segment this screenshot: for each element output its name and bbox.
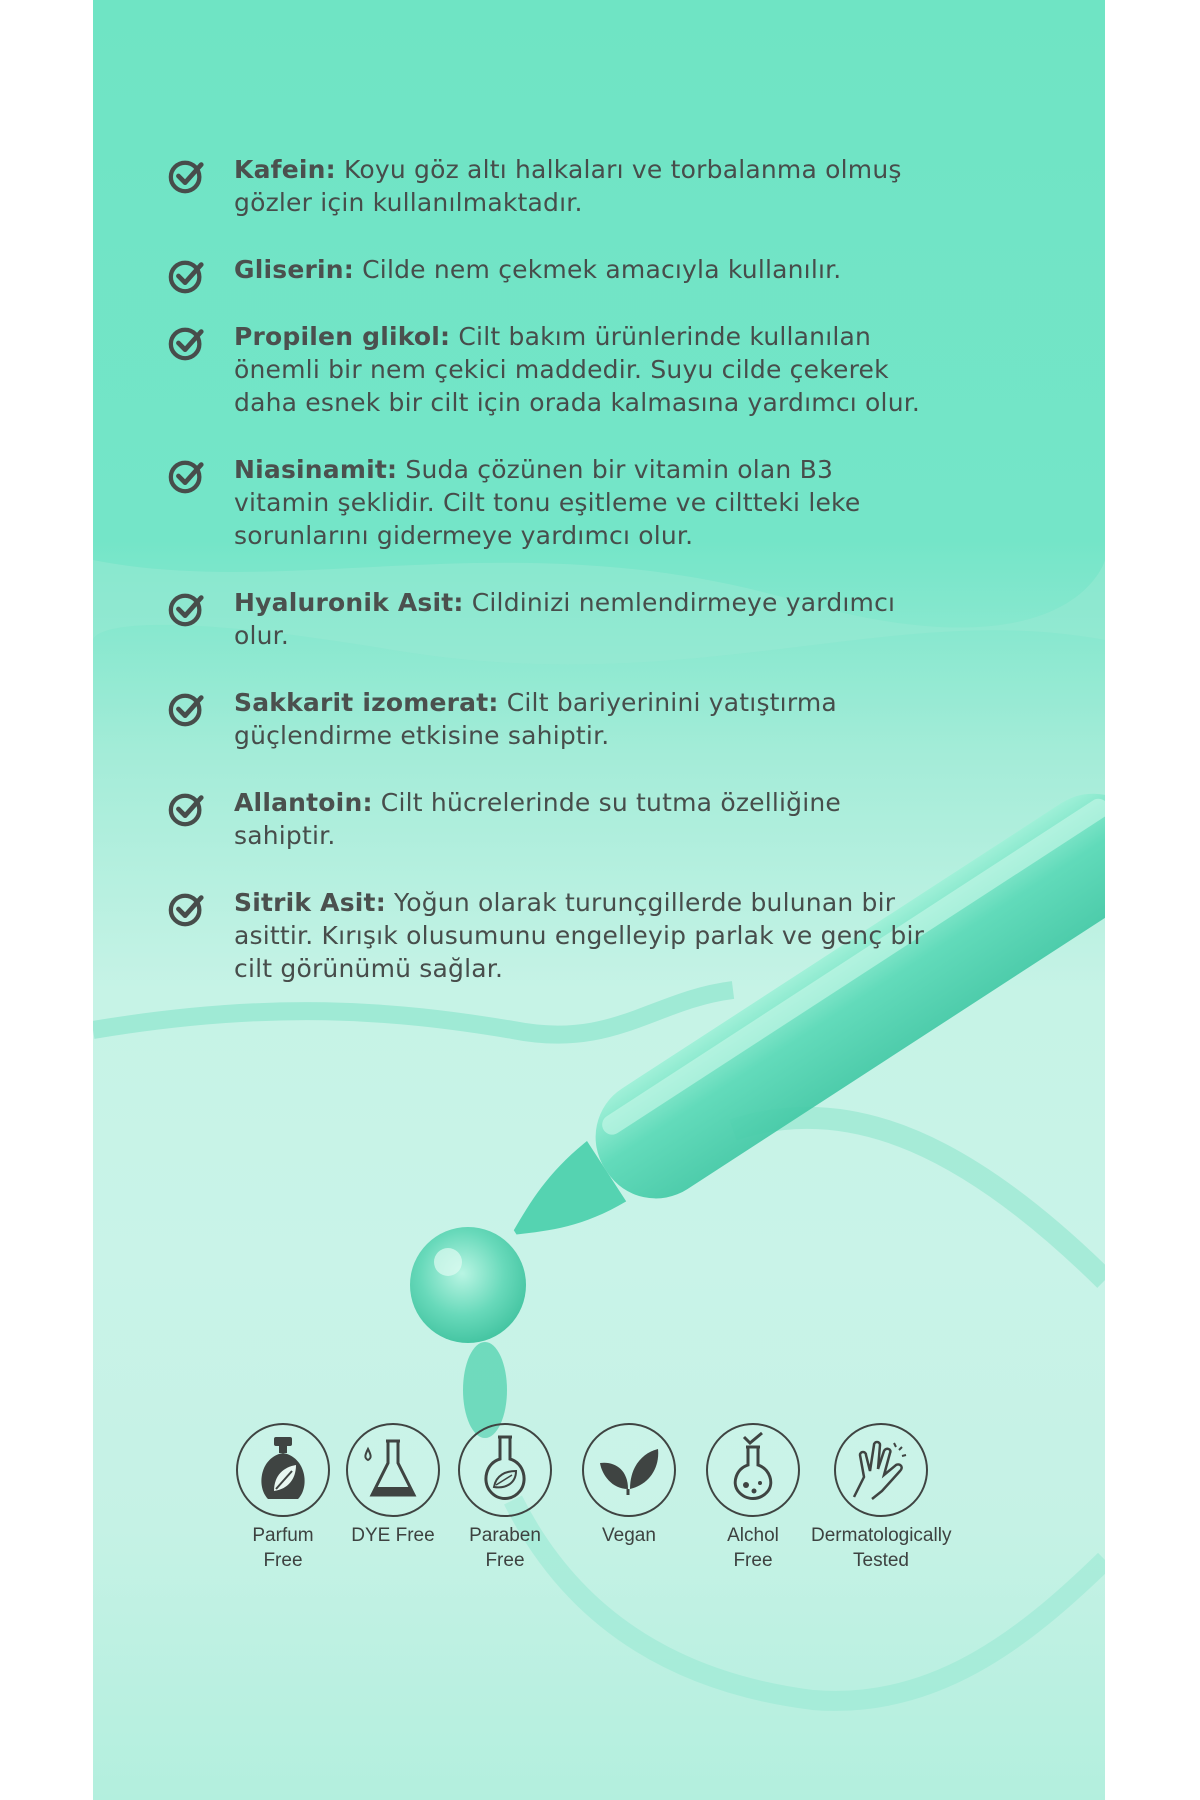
ingredient-name: Sakkarit izomerat: (234, 688, 499, 717)
badge-label: Paraben Free (469, 1525, 541, 1571)
ingredient-name: Hyaluronik Asit: (234, 588, 464, 617)
perfume-bottle-leaf-icon (238, 1425, 328, 1515)
ingredient-description: Cildinizi nemlendirmeye yardımcı olur. (234, 588, 896, 650)
badge-label: DYE Free (351, 1525, 435, 1546)
ingredient-name: Gliserin: (234, 255, 354, 284)
ingredient-name: Kafein: (234, 155, 336, 184)
check-circle-icon (168, 457, 206, 495)
flask-drop-icon (348, 1425, 438, 1515)
ingredient-description: Yoğun olarak turunçgillerde bulunan bir asittir. Kırışık olusumunu engelleyip parlak ve genç bir cilt görünümü sağlar. (234, 888, 925, 983)
ingredient-description: Cilt hücrelerinde su tutma özelliğine sahiptir. (234, 788, 841, 850)
ingredient-item (168, 320, 928, 419)
ingredient-name: Sitrik Asit: (234, 888, 386, 917)
check-circle-icon (168, 890, 206, 928)
alcohol-flask-icon (708, 1425, 798, 1515)
badge-row (213, 1423, 993, 1593)
ingredient-item (168, 586, 928, 652)
check-circle-icon (168, 790, 206, 828)
product-info-panel (93, 0, 1105, 1800)
ingredient-description: Cilt bariyerinini yatıştırma güçlendirme etkisine sahiptir. (234, 688, 837, 750)
ingredient-list (168, 153, 928, 1019)
ingredient-description: Cilde nem çekmek amacıyla kullanılır. (354, 255, 842, 284)
ingredient-description: Cilt bakım ürünlerinde kullanılan önemli bir nem çekici maddedir. Suyu cilde çekerek daha esnek bir cilt için orada kalmasına yardımcı olur. (234, 322, 921, 417)
ingredient-item (168, 886, 928, 985)
check-circle-icon (168, 157, 206, 195)
ingredient-item (168, 253, 928, 286)
leaves-icon (584, 1425, 674, 1515)
badge-label: Alchol Free (727, 1525, 779, 1571)
check-circle-icon (168, 690, 206, 728)
hands-icon (836, 1425, 926, 1515)
ingredient-name: Niasinamit: (234, 455, 398, 484)
ingredient-description: Koyu göz altı halkaları ve torbalanma olmuş gözler için kullanılmaktadır. (234, 155, 902, 217)
badge-label: Parfum Free (252, 1525, 314, 1571)
badge-vegan (559, 1423, 699, 1548)
badge-label: Vegan (602, 1525, 656, 1546)
ingredient-item (168, 153, 928, 219)
check-circle-icon (168, 257, 206, 295)
ingredient-item (168, 786, 928, 852)
check-circle-icon (168, 590, 206, 628)
badge-dermatologically-tested (811, 1423, 951, 1573)
badge-alchol-free (683, 1423, 823, 1573)
ingredient-item (168, 453, 928, 552)
badge-paraben-free (435, 1423, 575, 1573)
check-circle-icon (168, 324, 206, 362)
ingredient-description: Suda çözünen bir vitamin olan B3 vitamin şeklidir. Cilt tonu eşitleme ve ciltteki leke sorunlarını gidermeye yardımcı olur. (234, 455, 861, 550)
badge-label: Dermatologically Tested (811, 1525, 952, 1571)
ingredient-name: Propilen glikol: (234, 322, 451, 351)
round-flask-leaf-icon (460, 1425, 550, 1515)
ingredient-name: Allantoin: (234, 788, 373, 817)
ingredient-item (168, 686, 928, 752)
